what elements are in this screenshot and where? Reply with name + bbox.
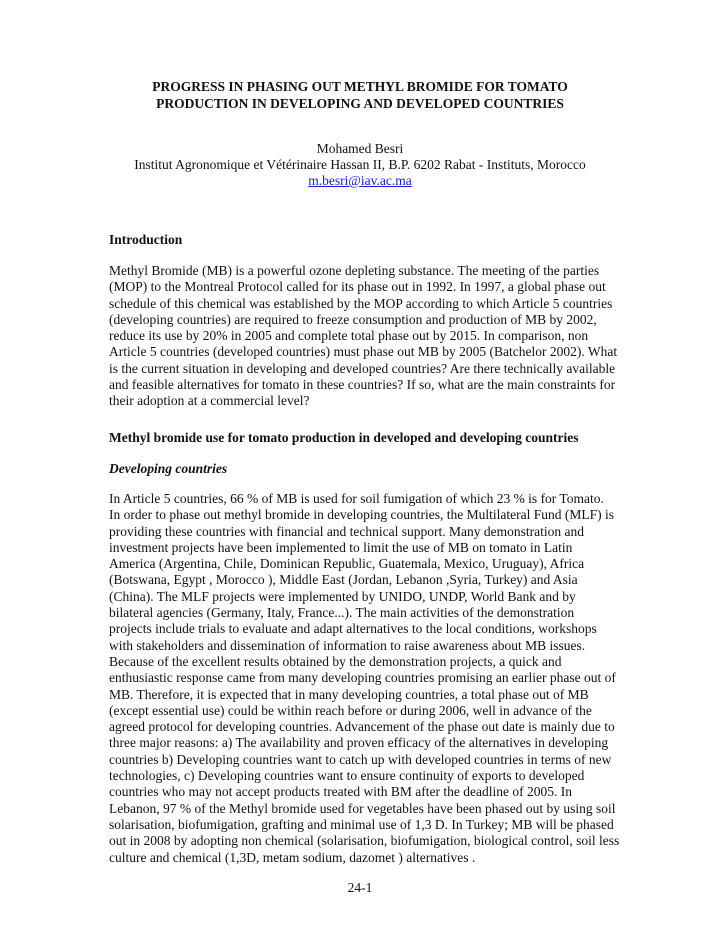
paragraph-line: MB. Therefore, it is expected that in many developing countries, a total phase out of MB [109,686,589,702]
paragraph-line: is the current situation in developing and developed countries? Are there technically available [109,360,616,376]
paragraph-line: out in 2008 by adopting non chemical (solarisation, biofumigation, biological control, soil less [109,833,620,849]
paragraph-line: agreed protocol for developing countries. Advancement of the phase out date is mainly due to [109,719,615,735]
paragraph-line: (MOP) to the Montreal Protocol called for its phase out in 1992. In 1997, a global phase out [109,279,606,295]
paragraph-line: investment projects have been implemented to limit the use of MB on tomato in Latin [109,539,573,555]
intro-heading: Introduction [109,232,183,247]
paragraph-line: technologies, c) Developing countries want to ensure continuity of exports to developed [109,768,585,784]
paragraph-line: countries b) Developing countries want to catch up with developed countries in terms of new [109,751,612,767]
paragraph-line: Lebanon, 97 % of the Methyl bromide used for vegetables have been phased out by using soil [109,800,616,816]
paragraph-line: (Botswana, Egypt , Morocco ), Middle East (Jordan, Lebanon ,Syria, Turkey) and Asia [109,572,578,588]
paragraph-line: Because of the excellent results obtained by the demonstration projects, a quick and [109,653,562,669]
paragraph-line: three major reasons: a) The availability and proven efficacy of the alternatives in developing [109,735,609,751]
title-line: PROGRESS IN PHASING OUT METHYL BROMIDE FOR TOMATO [152,79,568,94]
intro-paragraph [109,263,629,410]
paragraph-line: schedule of this chemical was established by the MOP according to which Article 5 countries [109,295,613,311]
page-number: 24-1 [347,880,373,895]
body-paragraph [109,491,629,866]
paragraph-line: Methyl Bromide (MB) is a powerful ozone depleting substance. The meeting of the parties [109,263,600,278]
author-affiliation: Institut Agronomique et Vétérinaire Hassan II, B.P. 6202 Rabat - Instituts, Morocco [134,157,586,172]
author-name: Mohamed Besri [316,141,404,156]
paragraph-line: projects include trials to evaluate and adapt alternatives to the local conditions, workshops [109,621,597,637]
author-email-link[interactable]: m.besri@iav.ac.ma [308,173,412,188]
paragraph-line: (except essential use) could be within reach before or during 2006, well in advance of the [109,702,592,718]
paragraph-line: In order to phase out methyl bromide in developing countries, the Multilateral Fund (MLF) is [109,507,615,523]
title-line: PRODUCTION IN DEVELOPING AND DEVELOPED COUNTRIES [156,96,564,111]
paper-title [100,78,620,112]
subsection-heading: Developing countries [109,461,228,476]
paragraph-line: America (Argentina, Chile, Dominican Republic, Guatemala, Mexico, Uruguay), Africa [109,556,585,572]
paragraph-line: (China). The MLF projects were implemented by UNIDO, UNDP, World Bank and by [109,588,576,604]
paragraph-line: solarisation, biofumigation, grafting and minimal use of 1,3 D. In Turkey; MB will be phased [109,816,614,832]
paragraph-line: enthusiastic response came from many developing countries promising an earlier phase out of [109,670,616,686]
paragraph-line: their adoption at a commercial level? [109,393,310,409]
paragraph-line: reduce its use by 20% in 2005 and complete total phase out by 2015. In comparison, non [109,328,589,344]
paragraph-line: culture and chemical (1,3D, metam sodium, dazomet ) alternatives . [109,849,476,865]
paragraph-line: Article 5 countries (developed countries) must phase out MB by 2005 (Batchelor 2002). What [109,344,618,360]
paragraph-line: with stakeholders and dissemination of information to raise awareness about MB issues. [109,637,586,653]
author-block [60,141,660,189]
paragraph-line: and feasible alternatives for tomato in these countries? If so, what are the main constraints for [109,377,616,393]
paragraph-line: providing these countries with financial and technical support. Many demonstration and [109,523,585,539]
paragraph-line: (developing countries) are required to freeze consumption and production of MB by 2002, [109,311,597,327]
paragraph-line: countries who may not accept products treated with BM after the deadline of 2005. In [109,784,572,800]
paragraph-line: bilateral agencies (Germany, Italy, France...). The main activities of the demonstration [109,605,575,621]
section-heading: Methyl bromide use for tomato production in developed and developing countries [109,430,579,445]
paragraph-line: In Article 5 countries, 66 % of MB is used for soil fumigation of which 23 % is for Tomato. [109,491,604,506]
